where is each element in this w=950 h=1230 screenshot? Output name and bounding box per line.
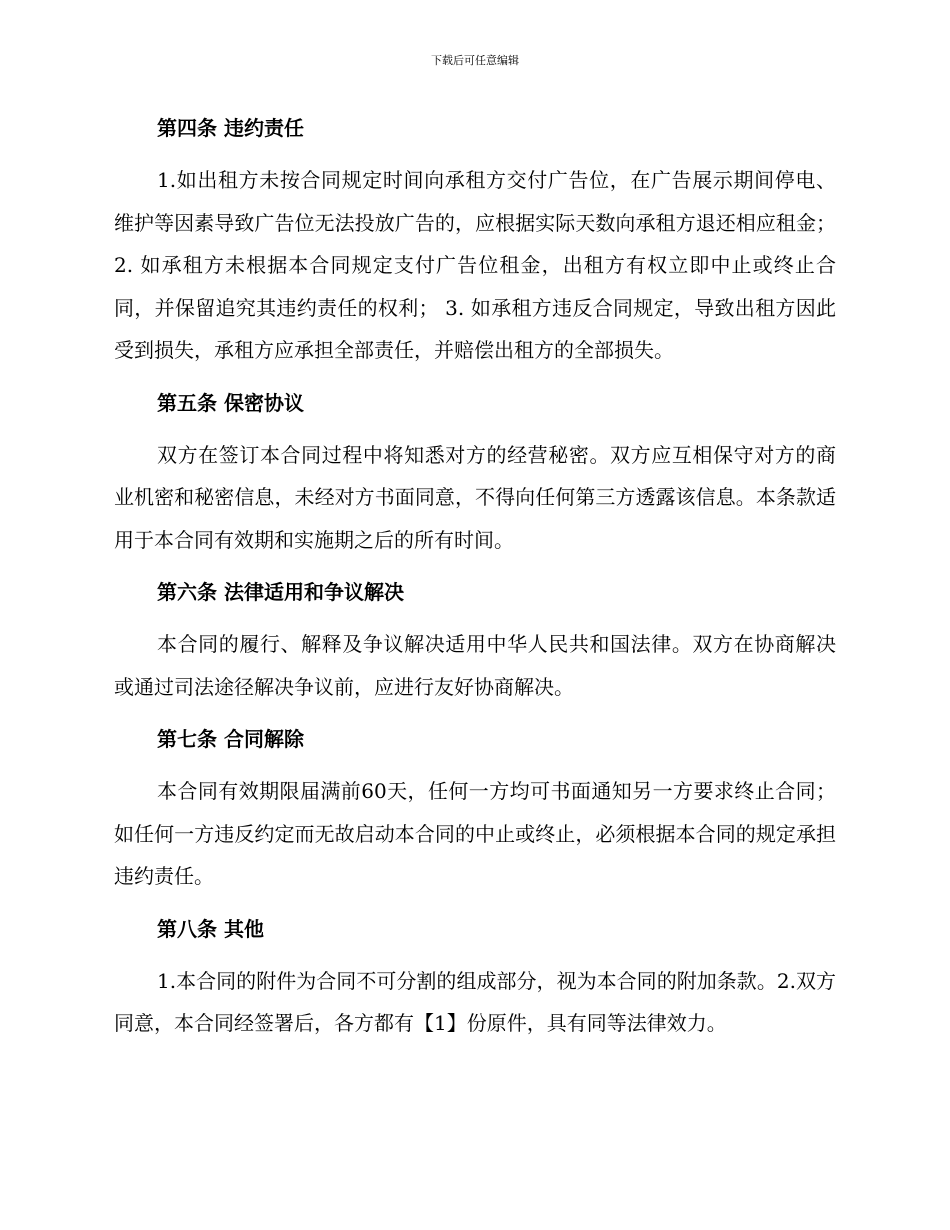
section-paragraph: 本合同的履行、解释及争议解决适用中华人民共和国法律。双方在协商解决或通过司法途径解决争议前，应进行友好协商解决。	[114, 632, 836, 699]
section-paragraph: 本合同有效期限届满前60天，任何一方均可书面通知另一方要求终止合同；如任何一方违反约定而无故启动本合同的中止或终止，必须根据本合同的规定承担违约责任。	[114, 779, 836, 888]
page-header: 下载后可任意编辑	[431, 54, 519, 67]
section-heading: 第四条 违约责任	[157, 116, 304, 140]
section-paragraph: 1.本合同的附件为合同不可分割的组成部分，视为本合同的附加条款。2.双方同意，本合同经签署后，各方都有【1】份原件，具有同等法律效力。	[114, 968, 836, 1035]
section-heading: 第五条 保密协议	[157, 390, 304, 415]
section-governing-law	[114, 571, 836, 708]
section-miscellaneous	[114, 908, 836, 1045]
section-breach-liability	[114, 107, 836, 372]
section-heading: 第七条 合同解除	[157, 727, 304, 751]
document-body	[114, 107, 836, 1045]
section-heading: 第八条 其他	[157, 916, 264, 941]
section-confidentiality	[114, 382, 836, 562]
section-paragraph: 双方在签订本合同过程中将知悉对方的经营秘密。双方应互相保守对方的商业机密和秘密信息，未经对方书面同意，不得向任何第三方透露该信息。本条款适用于本合同有效期和实施期之后的所有时间。	[114, 442, 836, 552]
section-paragraph: 1.如出租方未按合同规定时间向承租方交付广告位，在广告展示期间停电、维护等因素导致广告位无法投放广告的，应根据实际天数向承租方退还相应租金； 2. 如承租方未根据本合同规定支付广告位租金，出租方有权立即中止或终止合同，并保留追究其违约责任的权利； 3. 如承租方违反合同规定，导致出租方因此受到损失，承租方应承担全部责任，并赔偿出租方的全部损失。	[114, 168, 836, 362]
section-heading: 第六条 法律适用和争议解决	[157, 580, 404, 604]
section-termination	[114, 718, 836, 898]
